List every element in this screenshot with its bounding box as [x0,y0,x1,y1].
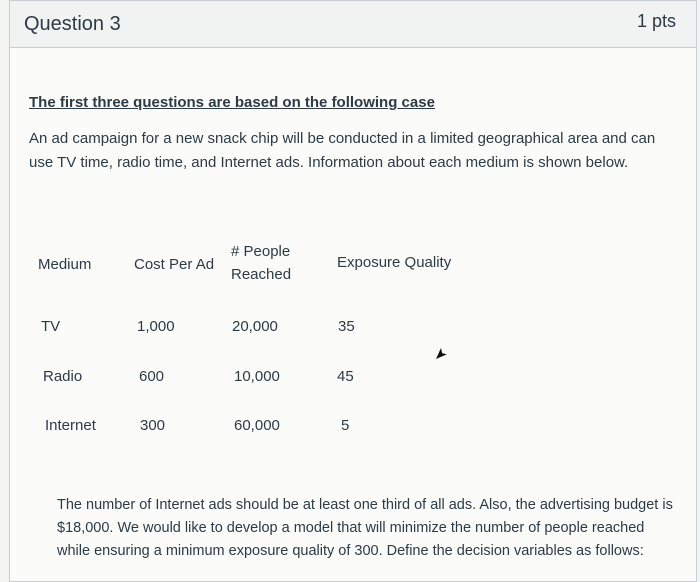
header-people-line2: Reached [231,266,292,283]
row-internet-medium: Internet [45,417,96,434]
row-tv-quality: 35 [338,318,355,335]
row-internet-people: 60,000 [234,417,280,434]
case-intro: An ad campaign for a new snack chip will be conducted in a limited geographical area and can use TV time, radio time, and Internet ads. Information about each medium is shown below. [29,130,656,171]
question-card [9,0,697,582]
row-internet-cost: 300 [140,417,166,434]
question-header [10,1,696,48]
question-points: 1 pts [636,11,676,31]
row-radio-medium: Radio [43,368,83,385]
question-title: Question 3 [24,13,121,35]
row-radio-cost: 600 [139,368,165,385]
problem-text: The number of Internet ads should be at least one third of all ads. Also, the advertising budget is $18,000. We would like to develop a model that will minimize the number of people reached while ensuring a minimum exposure quality of 300. Define the decision variables as follows: [57,497,673,559]
header-cost: Cost Per Ad [134,256,215,273]
mouse-pointer-icon [434,347,448,366]
row-tv-cost: 1,000 [137,318,175,335]
row-radio-quality: 45 [337,368,354,385]
row-tv-people: 20,000 [232,318,278,335]
row-internet-quality: 5 [341,417,350,434]
header-people-line1: # People [231,243,291,260]
row-tv-medium: TV [41,318,61,335]
header-quality: Exposure Quality [337,254,452,271]
row-radio-people: 10,000 [234,368,280,385]
header-medium: Medium [38,256,92,273]
case-title: The first three questions are based on the following case [29,94,435,111]
